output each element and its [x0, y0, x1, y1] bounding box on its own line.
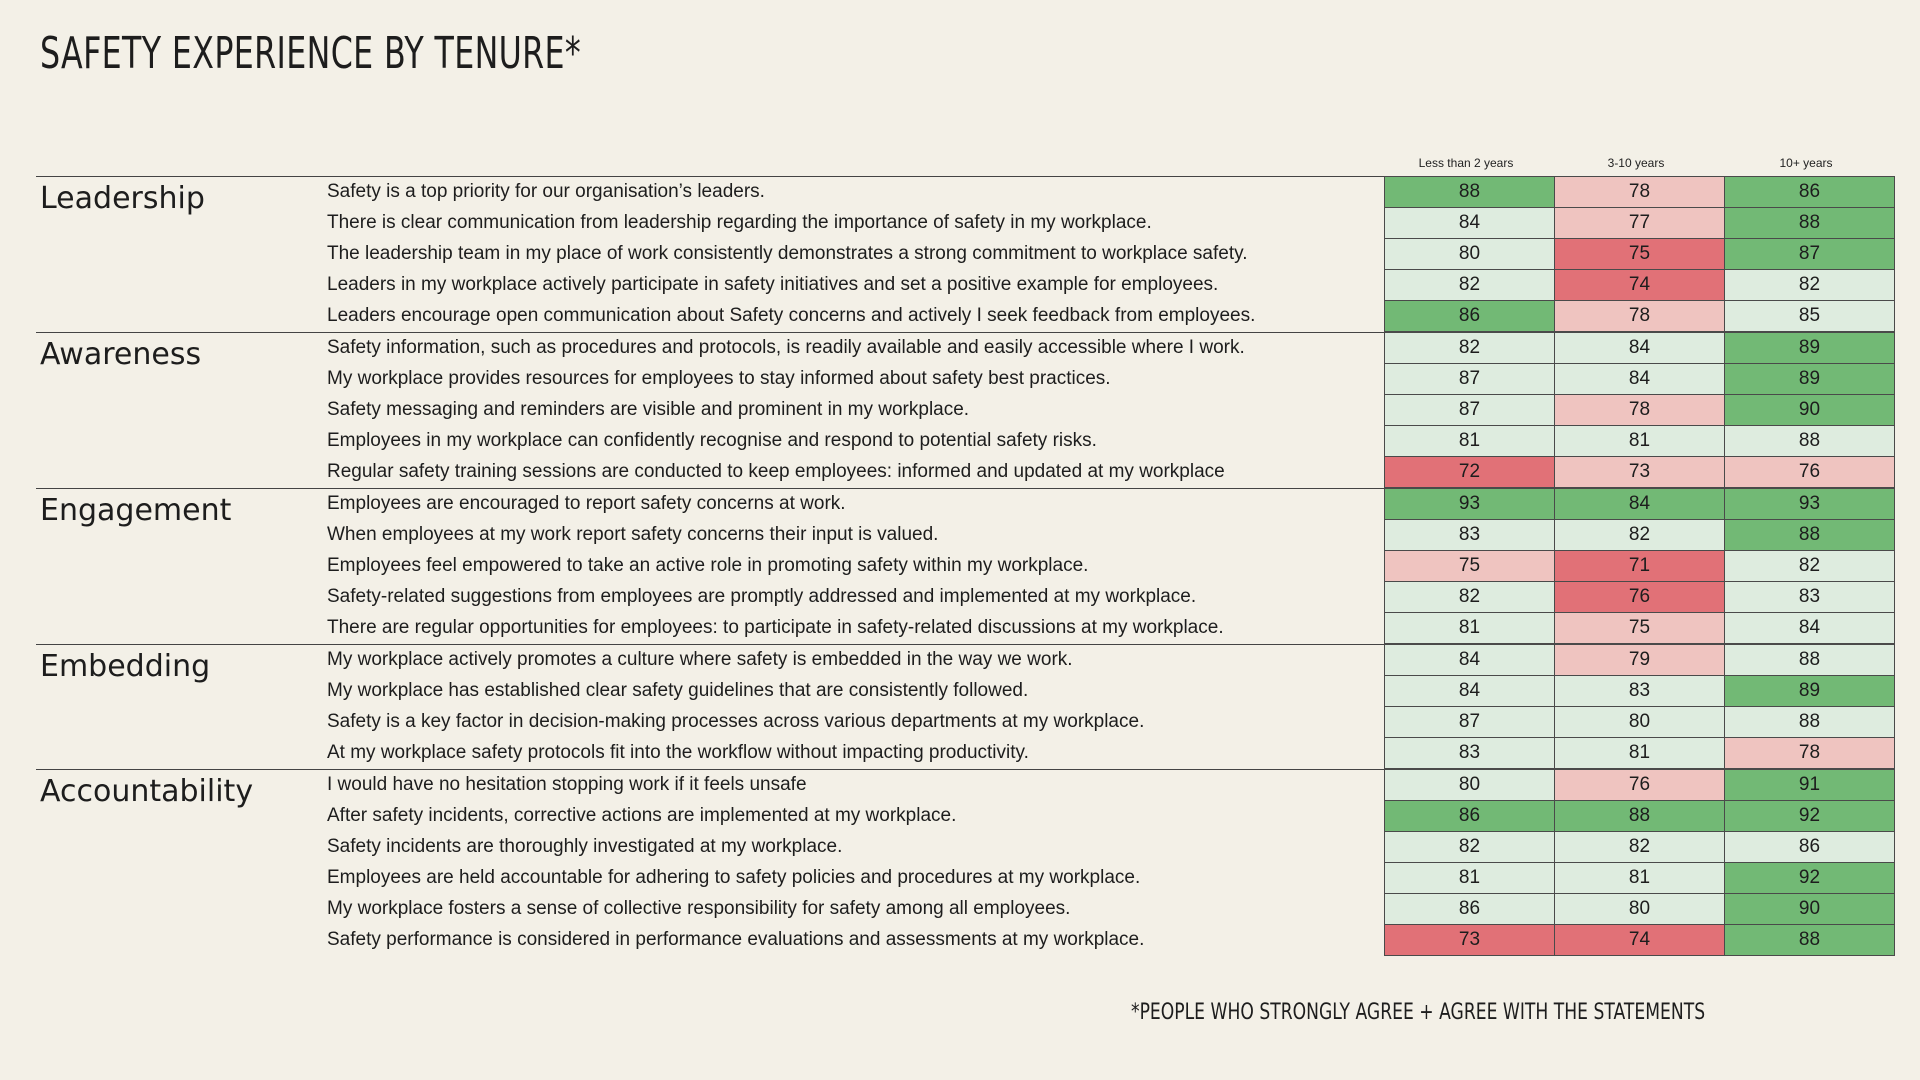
value-cell: 84 — [1384, 207, 1555, 239]
value-cell: 88 — [1724, 425, 1895, 457]
table-row — [327, 551, 1895, 582]
statement-text: Safety incidents are thoroughly investigated at my workplace. — [327, 836, 843, 857]
value-cell: 85 — [1724, 300, 1895, 332]
statement-text: There is clear communication from leadership regarding the importance of safety in my workplace. — [327, 212, 1152, 233]
value-cell: 72 — [1384, 456, 1555, 488]
statement-text: Regular safety training sessions are conducted to keep employees: informed and updated at my workplace — [327, 461, 1225, 482]
value-cell: 93 — [1384, 488, 1555, 520]
value-cell: 87 — [1384, 363, 1555, 395]
statement-text: My workplace fosters a sense of collective responsibility for safety among all employees. — [327, 898, 1071, 919]
value-cell: 87 — [1384, 394, 1555, 426]
statement-text: My workplace provides resources for employees to stay informed about safety best practices. — [327, 368, 1111, 389]
value-cell: 88 — [1384, 176, 1555, 208]
table-row — [327, 457, 1895, 488]
value-cell: 76 — [1554, 581, 1725, 613]
value-cell: 88 — [1724, 706, 1895, 738]
value-cell: 81 — [1554, 862, 1725, 894]
column-header: Less than 2 years — [1418, 156, 1514, 170]
value-cell: 92 — [1724, 800, 1895, 832]
statement-text: Safety is a key factor in decision-making processes across various departments at my workplace. — [327, 711, 1145, 732]
section-embedding — [36, 644, 1892, 769]
value-cell: 84 — [1384, 644, 1555, 676]
statement-text: There are regular opportunities for employees: to participate in safety-related discussions at my workplace. — [327, 617, 1224, 638]
statement-text: Employees are held accountable for adhering to safety policies and procedures at my workplace. — [327, 867, 1141, 888]
value-cell: 89 — [1724, 332, 1895, 364]
section-leadership — [36, 176, 1892, 332]
statement-text: Employees in my workplace can confidently recognise and respond to potential safety risks. — [327, 430, 1097, 451]
value-cell: 83 — [1384, 519, 1555, 551]
value-cell: 84 — [1554, 332, 1725, 364]
table-row — [327, 613, 1895, 644]
value-cell: 82 — [1554, 831, 1725, 863]
value-cell: 80 — [1554, 893, 1725, 925]
table-row — [327, 489, 1895, 520]
statement-text: When employees at my work report safety concerns their input is valued. — [327, 524, 939, 545]
value-cell: 86 — [1724, 831, 1895, 863]
column-header: 10+ years — [1779, 156, 1833, 170]
value-cell: 88 — [1554, 800, 1725, 832]
section-rows — [327, 333, 1895, 488]
value-cell: 74 — [1554, 269, 1725, 301]
statement-text: I would have no hesitation stopping work if it feels unsafe — [327, 774, 807, 795]
value-cell: 84 — [1384, 675, 1555, 707]
table-row — [327, 301, 1895, 332]
value-cell: 86 — [1384, 800, 1555, 832]
table-row — [327, 333, 1895, 364]
value-cell: 74 — [1554, 924, 1725, 956]
value-cell: 89 — [1724, 675, 1895, 707]
value-cell: 92 — [1724, 862, 1895, 894]
value-cell: 81 — [1384, 862, 1555, 894]
value-cell: 91 — [1724, 769, 1895, 801]
table-row — [327, 520, 1895, 551]
statement-text: Safety is a top priority for our organisation’s leaders. — [327, 181, 765, 202]
table-row — [327, 707, 1895, 738]
value-cell: 82 — [1384, 831, 1555, 863]
value-cell: 80 — [1384, 769, 1555, 801]
table-row — [327, 894, 1895, 925]
value-cell: 90 — [1724, 893, 1895, 925]
value-cell: 78 — [1554, 394, 1725, 426]
value-cell: 75 — [1554, 238, 1725, 270]
value-cell: 75 — [1554, 612, 1725, 644]
section-label: Embedding — [40, 649, 211, 684]
section-accountability — [36, 769, 1892, 956]
section-rows — [327, 177, 1895, 332]
value-cell: 82 — [1724, 550, 1895, 582]
value-cell: 83 — [1724, 581, 1895, 613]
value-cell: 83 — [1384, 737, 1555, 769]
value-cell: 86 — [1724, 176, 1895, 208]
value-cell: 93 — [1724, 488, 1895, 520]
value-cell: 73 — [1554, 456, 1725, 488]
value-cell: 83 — [1554, 675, 1725, 707]
value-cell: 84 — [1554, 488, 1725, 520]
value-cell: 76 — [1554, 769, 1725, 801]
table-row — [327, 426, 1895, 457]
statement-text: My workplace has established clear safety guidelines that are consistently followed. — [327, 680, 1029, 701]
statement-text: My workplace actively promotes a culture where safety is embedded in the way we work. — [327, 649, 1073, 670]
table-row — [327, 738, 1895, 769]
statement-text: After safety incidents, corrective actions are implemented at my workplace. — [327, 805, 957, 826]
value-cell: 80 — [1554, 706, 1725, 738]
statement-text: Safety-related suggestions from employees are promptly addressed and implemented at my workplace. — [327, 586, 1197, 607]
value-cell: 71 — [1554, 550, 1725, 582]
value-cell: 82 — [1384, 269, 1555, 301]
statement-text: Leaders in my workplace actively participate in safety initiatives and set a positive example for employees. — [327, 274, 1219, 295]
page-title: SAFETY EXPERIENCE BY TENURE* — [40, 28, 582, 79]
table-row — [327, 925, 1895, 956]
value-cell: 81 — [1384, 425, 1555, 457]
section-awareness — [36, 332, 1892, 488]
section-label: Accountability — [40, 774, 254, 809]
statement-text: Leaders encourage open communication about Safety concerns and actively I seek feedback from employees. — [327, 305, 1256, 326]
statement-text: The leadership team in my place of work consistently demonstrates a strong commitment to workplace safety. — [327, 243, 1248, 264]
section-rows — [327, 645, 1895, 769]
value-cell: 78 — [1554, 300, 1725, 332]
value-cell: 75 — [1384, 550, 1555, 582]
value-cell: 86 — [1384, 300, 1555, 332]
table-row — [327, 676, 1895, 707]
value-cell: 79 — [1554, 644, 1725, 676]
value-cell: 88 — [1724, 644, 1895, 676]
statement-text: Safety messaging and reminders are visible and prominent in my workplace. — [327, 399, 970, 420]
statement-text: Employees are encouraged to report safety concerns at work. — [327, 493, 846, 514]
value-cell: 80 — [1384, 238, 1555, 270]
table-row — [327, 395, 1895, 426]
section-label: Awareness — [40, 337, 202, 372]
statement-text: Employees feel empowered to take an active role in promoting safety within my workplace. — [327, 555, 1089, 576]
footnote: *PEOPLE WHO STRONGLY AGREE + AGREE WITH THE STATEMENTS — [1131, 1000, 1706, 1025]
section-label: Leadership — [40, 181, 205, 216]
value-cell: 82 — [1724, 269, 1895, 301]
table-row — [327, 645, 1895, 676]
value-cell: 77 — [1554, 207, 1725, 239]
table-row — [327, 863, 1895, 894]
value-cell: 84 — [1724, 612, 1895, 644]
table-row — [327, 270, 1895, 301]
value-cell: 82 — [1384, 332, 1555, 364]
statement-text: Safety information, such as procedures and protocols, is readily available and easily accessible where I work. — [327, 337, 1245, 358]
column-header-row — [36, 144, 1892, 176]
value-cell: 76 — [1724, 456, 1895, 488]
value-cell: 87 — [1384, 706, 1555, 738]
table-row — [327, 770, 1895, 801]
value-cell: 88 — [1724, 207, 1895, 239]
value-cell: 90 — [1724, 394, 1895, 426]
value-cell: 86 — [1384, 893, 1555, 925]
value-cell: 81 — [1384, 612, 1555, 644]
value-cell: 81 — [1554, 737, 1725, 769]
column-header: 3-10 years — [1607, 156, 1665, 170]
table-row — [327, 582, 1895, 613]
table-row — [327, 832, 1895, 863]
value-cell: 87 — [1724, 238, 1895, 270]
value-cell: 82 — [1554, 519, 1725, 551]
statement-text: Safety performance is considered in performance evaluations and assessments at my workplace. — [327, 929, 1145, 950]
value-cell: 82 — [1384, 581, 1555, 613]
value-cell: 84 — [1554, 363, 1725, 395]
table-body — [36, 176, 1892, 956]
value-cell: 88 — [1724, 924, 1895, 956]
value-cell: 81 — [1554, 425, 1725, 457]
statement-text: At my workplace safety protocols fit into the workflow without impacting productivity. — [327, 742, 1029, 763]
section-rows — [327, 489, 1895, 644]
section-engagement — [36, 488, 1892, 644]
section-rows — [327, 770, 1895, 956]
value-cell: 78 — [1554, 176, 1725, 208]
value-cell: 73 — [1384, 924, 1555, 956]
table-row — [327, 364, 1895, 395]
value-cell: 88 — [1724, 519, 1895, 551]
section-label: Engagement — [40, 493, 232, 528]
table-row — [327, 239, 1895, 270]
table-row — [327, 177, 1895, 208]
value-cell: 89 — [1724, 363, 1895, 395]
tenure-table — [36, 144, 1892, 956]
table-row — [327, 208, 1895, 239]
table-row — [327, 801, 1895, 832]
value-cell: 78 — [1724, 737, 1895, 769]
